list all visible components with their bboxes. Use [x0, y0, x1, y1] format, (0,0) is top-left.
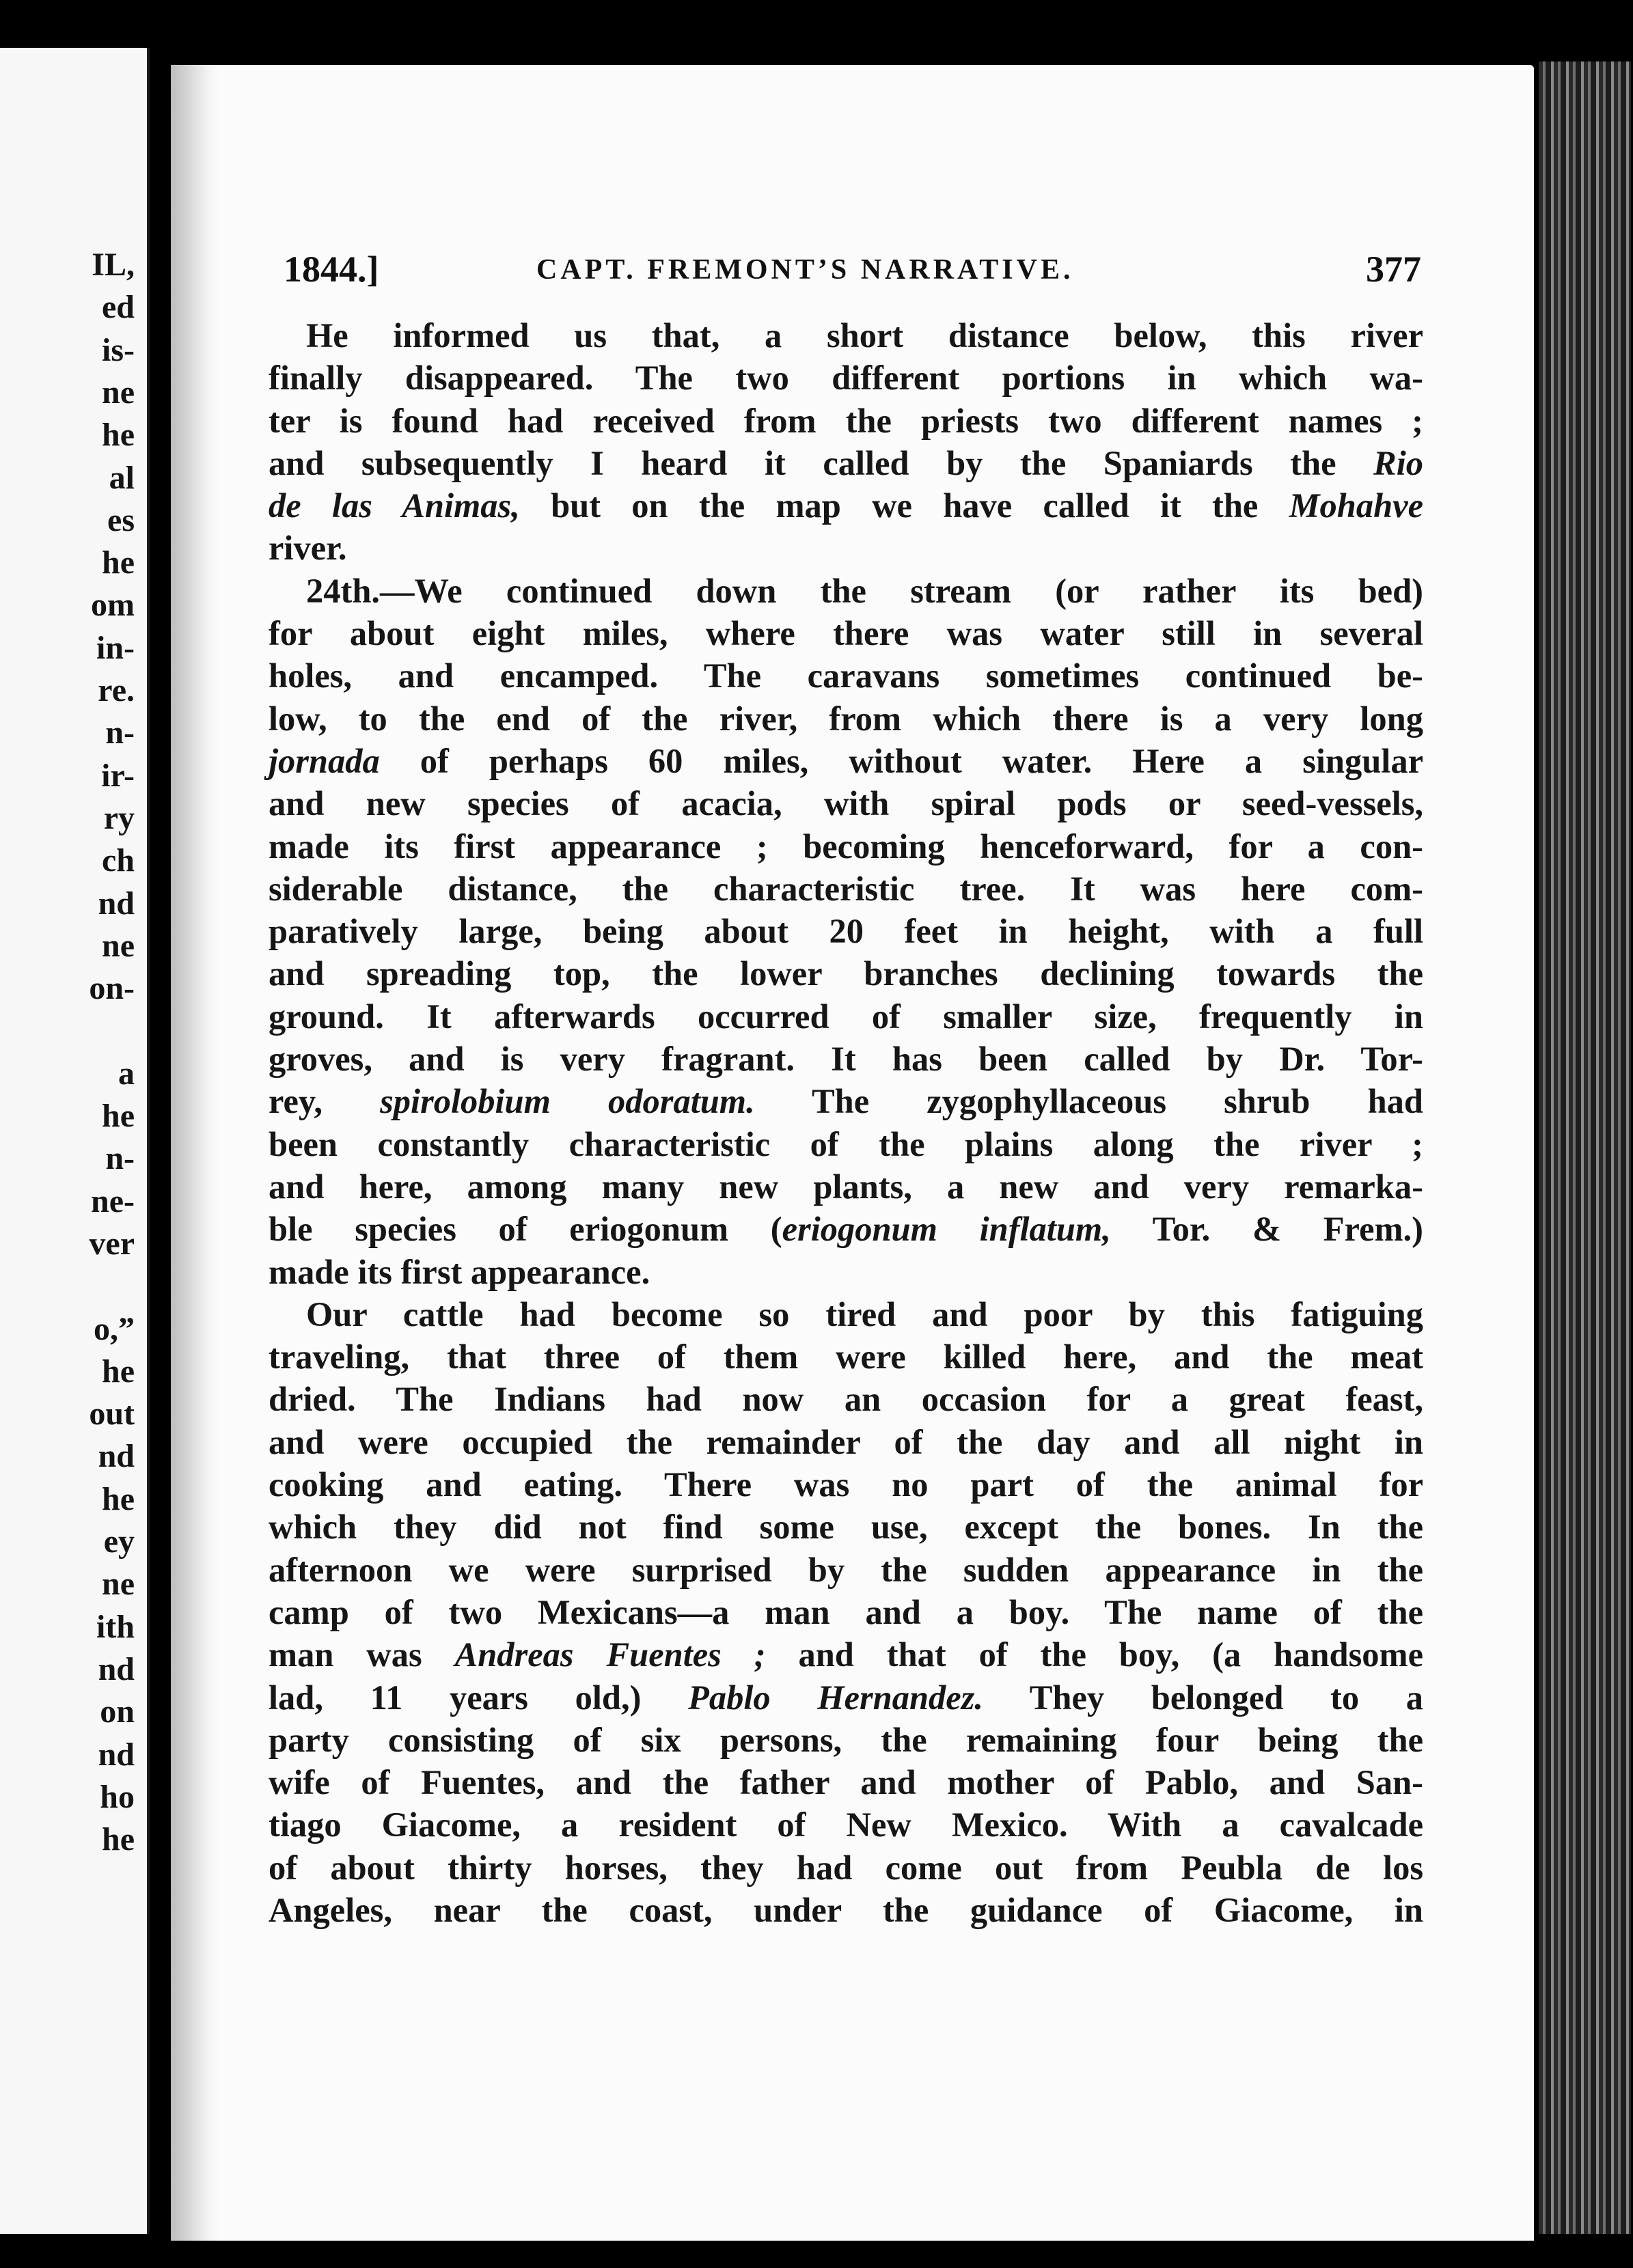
left-page-line-fragment: nd [98, 1650, 135, 1687]
left-page-line-fragment: ch [102, 842, 135, 879]
text-line [269, 654, 1423, 697]
text-line [269, 612, 1423, 654]
left-page-line-fragment: he [102, 1353, 135, 1389]
italic-text: Rio [1373, 443, 1423, 482]
text-segment: party consisting of six persons, the remaining four being the [269, 1720, 1423, 1759]
left-page-line-fragment: nd [98, 1438, 135, 1475]
text-line [269, 1208, 1423, 1250]
text-segment: ble species of eriogonum ( [269, 1210, 782, 1249]
text-line [269, 1633, 1423, 1676]
text-line [269, 1591, 1423, 1633]
text-segment: been constantly characteristic of the plains along the river ; [269, 1124, 1423, 1163]
text-segment: Angeles, near the coast, under the guidance of Giacome, in [269, 1890, 1423, 1929]
italic-text: Mohahve [1289, 486, 1423, 525]
text-segment: cooking and eating. There was no part of the animal for [269, 1465, 1423, 1504]
text-segment: paratively large, being about 20 feet in height, with a full [269, 912, 1423, 951]
left-page-line-fragment: ne [102, 1566, 135, 1603]
text-line [269, 400, 1423, 442]
text-line [269, 782, 1423, 825]
text-line [269, 1251, 1423, 1293]
text-segment: 24th.—We continued down the stream (or rather its bed) [306, 571, 1423, 610]
text-segment: of perhaps 60 miles, without water. Here a singular [379, 741, 1423, 780]
left-page-line-fragment: re. [98, 672, 135, 708]
left-page-line-fragment: o,” [94, 1310, 135, 1347]
text-segment: of about thirty horses, they had come out from Peubla de los [269, 1848, 1423, 1887]
text-segment: dried. The Indians had now an occasion for a great feast, [269, 1380, 1423, 1419]
text-line [269, 442, 1423, 484]
left-page-line-fragment: ey [103, 1523, 135, 1560]
left-page-line-fragment: IL, [92, 247, 135, 283]
book-page [171, 65, 1534, 2241]
text-line [269, 1293, 1423, 1336]
text-line [269, 1336, 1423, 1378]
text-segment: ground. It afterwards occurred of smaller size, frequently in [269, 997, 1423, 1036]
left-page-line-fragment: al [109, 459, 135, 496]
left-page-line-fragment: he [102, 417, 135, 454]
left-page-line-fragment: on- [89, 970, 135, 1007]
text-line [269, 825, 1423, 868]
text-segment: ter is found had received from the priests two different names ; [269, 401, 1423, 440]
text-line [269, 314, 1423, 357]
text-line [269, 868, 1423, 910]
left-page-line-fragment: ne [102, 374, 135, 411]
left-page-line-fragment: a [118, 1055, 135, 1092]
text-segment: and subsequently I heard it called by the Spaniards the [269, 443, 1374, 482]
left-page-line-fragment: nd [98, 885, 135, 922]
text-line [269, 357, 1423, 399]
text-segment: groves, and is very fragrant. It has been called by Dr. Tor- [269, 1040, 1423, 1079]
text-segment: camp of two Mexicans—a man and a boy. The name of the [269, 1592, 1423, 1631]
page-edges [1539, 61, 1631, 2234]
text-line [269, 1165, 1423, 1208]
left-page-fragment [0, 48, 150, 2234]
text-line [269, 1123, 1423, 1165]
text-line [269, 910, 1423, 952]
text-segment: Tor. & Frem.) [1110, 1210, 1423, 1249]
text-segment: man was [269, 1635, 455, 1674]
text-line [269, 1506, 1423, 1548]
text-segment: made its first appearance. [269, 1252, 650, 1291]
text-segment: low, to the end of the river, from which there is a very long [269, 699, 1423, 738]
text-segment: but on the map we have called it the [519, 486, 1289, 525]
left-page-line-fragment: om [91, 587, 135, 624]
text-line [269, 1549, 1423, 1591]
italic-text: de las Animas, [269, 486, 520, 525]
text-segment: wife of Fuentes, and the father and mother of Pablo, and San- [269, 1763, 1423, 1802]
text-line [269, 484, 1423, 527]
left-page-line-fragment: ne [102, 927, 135, 964]
text-segment: and spreading top, the lower branches declining towards the [269, 954, 1423, 993]
body-text [269, 314, 1423, 1931]
text-segment: made its first appearance ; becoming henceforward, for a con- [269, 827, 1423, 866]
text-line [269, 1803, 1423, 1846]
text-line [269, 1038, 1423, 1080]
text-line [269, 1889, 1423, 1931]
text-segment: holes, and encamped. The caravans sometimes continued be- [269, 656, 1423, 695]
text-segment: They belonged to a [983, 1678, 1423, 1717]
text-line [269, 527, 1423, 569]
text-line [269, 1080, 1423, 1122]
left-page-line-fragment: n- [105, 1140, 135, 1177]
text-segment: The zygophyllaceous shrub had [754, 1082, 1423, 1121]
text-line [269, 1719, 1423, 1761]
text-segment: He informed us that, a short distance below, this river [306, 316, 1423, 355]
italic-text: Pablo Hernandez. [688, 1678, 984, 1717]
page-number: 377 [1366, 249, 1421, 290]
text-line [269, 1676, 1423, 1719]
text-segment: rey, [269, 1082, 381, 1121]
text-line [269, 1463, 1423, 1506]
text-segment: and that of the boy, (a handsome [765, 1635, 1423, 1674]
left-page-line-fragment: es [107, 501, 135, 538]
left-page-line-fragment: on [100, 1693, 135, 1730]
italic-text: Andreas Fuentes ; [454, 1635, 766, 1674]
left-page-line-fragment: ir- [101, 757, 135, 794]
text-segment: siderable distance, the characteristic tree. It was here com- [269, 869, 1423, 908]
text-segment: Our cattle had become so tired and poor by this fatiguing [306, 1295, 1423, 1333]
left-page-line-fragment: he [102, 1821, 135, 1858]
text-segment: and here, among many new plants, a new and very remarka- [269, 1167, 1423, 1206]
left-page-line-fragment: ne- [91, 1183, 135, 1219]
left-page-line-fragment: he [102, 1098, 135, 1134]
left-page-line-fragment: ho [100, 1778, 135, 1815]
text-segment: for about eight miles, where there was water still in several [269, 614, 1423, 653]
left-page-line-fragment: is- [102, 331, 135, 368]
left-page-line-fragment: ry [103, 799, 135, 836]
text-line [269, 570, 1423, 612]
text-line [269, 697, 1423, 740]
left-page-line-fragment: ith [96, 1608, 135, 1645]
text-segment: lad, 11 years old,) [269, 1678, 689, 1717]
text-line [269, 995, 1423, 1038]
left-page-line-fragment: he [102, 1480, 135, 1517]
text-segment: and were occupied the remainder of the day and all night in [269, 1422, 1423, 1461]
text-line [269, 1761, 1423, 1803]
text-segment: tiago Giacome, a resident of New Mexico. With a cavalcade [269, 1806, 1423, 1844]
text-line [269, 740, 1423, 782]
text-line [269, 1421, 1423, 1463]
text-line [269, 1378, 1423, 1420]
text-segment: finally disappeared. The two different portions in which wa- [269, 359, 1423, 398]
left-page-line-fragment: ver [89, 1225, 135, 1262]
text-line [269, 1847, 1423, 1889]
running-head-year: 1844.] [284, 249, 379, 290]
italic-text: eriogonum inflatum, [782, 1210, 1111, 1249]
left-page-line-fragment: n- [105, 715, 135, 751]
running-head [284, 248, 1421, 289]
text-segment: traveling, that three of them were killed here, and the meat [269, 1338, 1423, 1377]
text-segment: river. [269, 529, 347, 568]
text-segment: which they did not find some use, except the bones. In the [269, 1508, 1423, 1547]
left-page-line-fragment: ed [102, 289, 135, 326]
left-page-line-fragment: nd [98, 1736, 135, 1773]
left-page-line-fragment: he [102, 544, 135, 581]
running-head-title: CAPT. FREMONT’S NARRATIVE. [536, 254, 1074, 286]
left-page-line-fragment: in- [96, 629, 135, 666]
gutter-shadow [171, 65, 219, 2241]
text-segment: afternoon we were surprised by the sudden appearance in the [269, 1550, 1423, 1589]
text-segment: and new species of acacia, with spiral pods or seed-vessels, [269, 784, 1423, 823]
text-line [269, 952, 1423, 995]
italic-text: jornada [269, 741, 380, 780]
left-page-line-fragment: out [89, 1396, 135, 1433]
italic-text: spirolobium odoratum. [380, 1082, 755, 1121]
